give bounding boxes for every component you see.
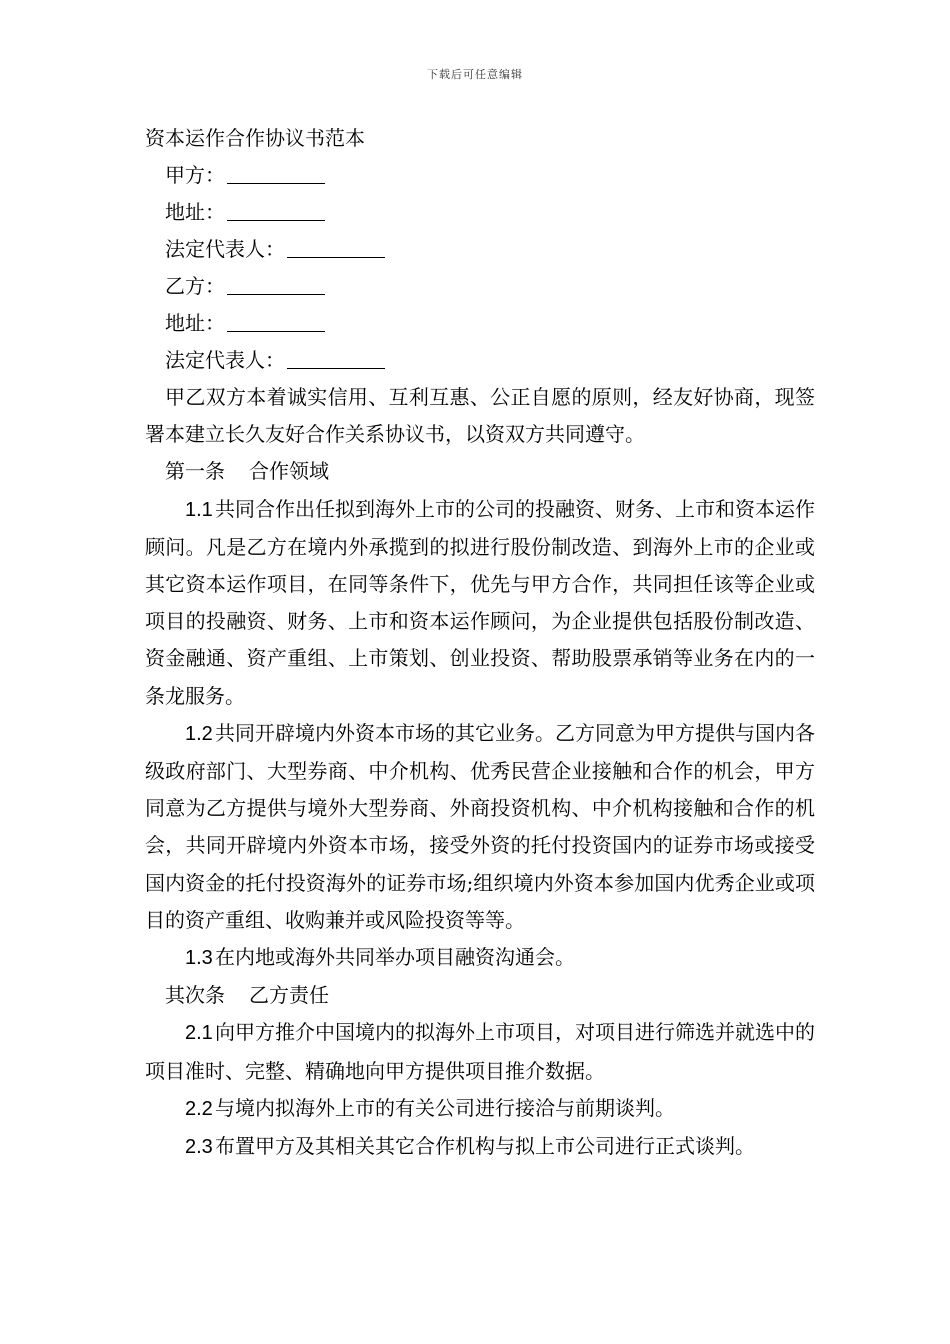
- section-number: 其次条: [165, 983, 225, 1008]
- party-a-address-field: [145, 194, 815, 231]
- blank-line: [227, 159, 325, 184]
- clause-1-3: [145, 939, 815, 977]
- party-b-representative-field: [145, 342, 815, 379]
- clause-text: 在内地或海外共同举办项目融资沟通会。: [215, 945, 575, 970]
- field-label: 地址：: [165, 200, 225, 224]
- clause-1-1: [145, 491, 815, 715]
- clause-2-1: [145, 1014, 815, 1089]
- field-label: 法定代表人：: [165, 237, 285, 261]
- clause-1-2: [145, 715, 815, 939]
- party-a-field: [145, 157, 815, 194]
- preamble: 甲乙双方本着诚实信用、互利互惠、公正自愿的原则，经友好协商，现签署本建立长久友好合作关系协议书，以资双方共同遵守。: [145, 385, 815, 447]
- section-number: 第一条: [165, 459, 225, 484]
- clause-number: 1.2: [185, 722, 213, 745]
- document-body: [145, 120, 815, 1166]
- clause-2-3: [145, 1128, 815, 1166]
- clause-number: 2.3: [185, 1136, 213, 1159]
- party-b-address-field: [145, 305, 815, 342]
- blank-line: [287, 344, 385, 369]
- clause-number: 1.3: [185, 947, 213, 970]
- field-label: 甲方：: [165, 163, 225, 187]
- section-title: 乙方责任: [249, 983, 329, 1008]
- field-label: 法定代表人：: [165, 348, 285, 372]
- clause-number: 2.1: [185, 1022, 213, 1045]
- clause-number: 2.2: [185, 1097, 213, 1120]
- clause-text: 布置甲方及其相关其它合作机构与拟上市公司进行正式谈判。: [215, 1134, 755, 1159]
- blank-line: [227, 307, 325, 332]
- blank-line: [227, 196, 325, 221]
- clause-2-2: [145, 1090, 815, 1128]
- section-heading-1: [145, 453, 815, 490]
- clause-number: 1.1: [185, 498, 213, 521]
- clause-text: 共同开辟境内外资本市场的其它业务。乙方同意为甲方提供与国内各级政府部门、大型券商、中介机构、优秀民营企业接触和合作的机会，甲方同意为乙方提供与境外大型券商、外商投资机构、中介机构接触和合作的机会，共同开辟境内外资本市场，接受外资的托付投资国内的证券市场或接受国内资金的托付投资海外的证券市场;组织境内外资本参加国内优秀企业或项目的资产重组、收购兼并或风险投资等等。: [145, 720, 815, 932]
- clause-text: 向甲方推介中国境内的拟海外上市项目，对项目进行筛选并就选中的项目准时、完整、精确地向甲方提供项目推介数据。: [145, 1020, 815, 1083]
- section-title: 合作领域: [249, 459, 329, 484]
- header-note: 下载后可任意编辑: [427, 68, 523, 81]
- field-label: 地址：: [165, 311, 225, 335]
- document-title: 资本运作合作协议书范本: [145, 126, 365, 150]
- blank-line: [227, 270, 325, 295]
- blank-line: [287, 233, 385, 258]
- section-heading-2: [145, 977, 815, 1014]
- clause-text: 共同合作出任拟到海外上市的公司的投融资、财务、上市和资本运作顾问。凡是乙方在境内外承揽到的拟进行股份制改造、到海外上市的企业或其它资本运作项目，在同等条件下，优先与甲方合作，共同担任该等企业或项目的投融资、财务、上市和资本运作顾问，为企业提供包括股份制改造、资金融通、资产重组、上市策划、创业投资、帮助股票承销等业务在内的一条龙服务。: [145, 496, 815, 708]
- field-label: 乙方：: [165, 274, 225, 298]
- party-b-field: [145, 268, 815, 305]
- clause-text: 与境内拟海外上市的有关公司进行接洽与前期谈判。: [215, 1095, 675, 1120]
- party-a-representative-field: [145, 231, 815, 268]
